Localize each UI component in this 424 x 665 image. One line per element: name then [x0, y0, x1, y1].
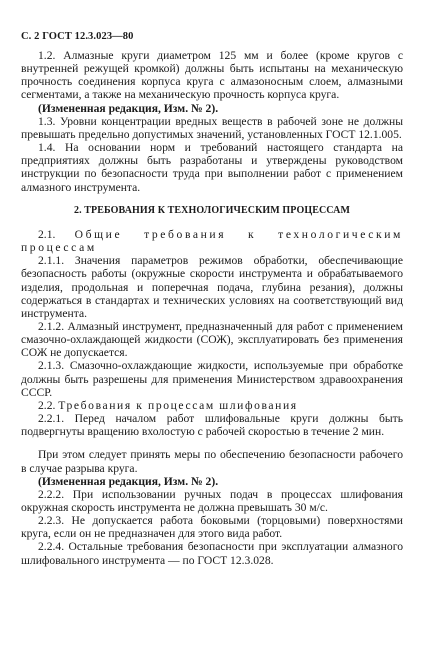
paragraph-2-2-3: 2.2.3. Не допускается работа боковыми (торцовыми) поверхностями круга, если он не предназначен для этого вида работ. [21, 514, 403, 541]
paragraph-1-4: 1.4. На основании норм и требований настоящего стандарта на предприятиях должны быть разработаны и утверждены руководством инструкции по безопасности труда при выполнении работ с применением алмазного инструмента. [21, 141, 403, 194]
paragraph-1-2: 1.2. Алмазные круги диаметром 125 мм и более (кроме кругов с внутренней режущей кромкой) должны быть испытаны на механическую прочность соединения корпуса круга с алмазоносным слоем, алмазными сегментами, а также на механическую прочность корпуса круга. [21, 49, 403, 102]
section-2-title: 2. ТРЕБОВАНИЯ К ТЕХНОЛОГИЧЕСКИМ ПРОЦЕССАМ [73, 204, 350, 216]
document-body [21, 49, 403, 567]
running-head: С. 2 ГОСТ 12.3.023—80 [21, 31, 134, 42]
paragraph-2-2-1-continued: При этом следует принять меры по обеспечению безопасности рабочего в случае разрыва круга. [21, 448, 403, 475]
paragraph-2-1-1: 2.1.1. Значения параметров режимов обработки, обеспечивающие безопасность работы (окружные скорости инструмента и обрабатываемого изделия, продольная и поперечная подача, глубина резания), должны содержаться в стандартах и технических условиях на соответствующий вид инструмента. [21, 254, 403, 320]
paragraph-2-2-title: Требования к процессам шлифования [58, 398, 298, 412]
paragraph-1-3: 1.3. Уровни концентрации вредных веществ в рабочей зоне не должны превышать предельно допустимых значений, установленных ГОСТ 12.1.005. [21, 114, 403, 141]
paragraph-2-1-heading [21, 228, 403, 254]
paragraph-2-1-title: Общие требования к технологическим процессам [21, 227, 403, 255]
paragraph-2-2-heading [21, 399, 403, 412]
paragraph-2-2-1: 2.2.1. Перед началом работ шлифовальные круги должны быть подвергнуты вращению вхолостую с рабочей скоростью в течение 2 мин. [21, 412, 403, 439]
paragraph-2-2-2: 2.2.2. При использовании ручных подач в процессах шлифования окружная скорость инструмента не должна превышать 30 м/с. [21, 487, 403, 514]
amendment-note: (Измененная редакция, Изм. № 2). [38, 101, 219, 115]
paragraph-2-2-number: 2.2. [38, 398, 56, 412]
paragraph-2-1-3: 2.1.3. Смазочно-охлаждающие жидкости, используемые при обработке должны быть разрешены для применения Министерством здравоохранения СССР. [21, 359, 403, 399]
paragraph-2-1-2: 2.1.2. Алмазный инструмент, предназначенный для работ с применением смазочно-охлаждающей жидкости (СОЖ), эксплуатировать без применения СОЖ не допускается. [21, 319, 403, 360]
paragraph-2-2-4: 2.2.4. Остальные требования безопасности при эксплуатации алмазного шлифовального инструмента — по ГОСТ 12.3.028. [21, 540, 403, 567]
paragraph-2-1-number: 2.1. [38, 227, 56, 241]
amendment-note: (Измененная редакция, Изм. № 2). [38, 474, 219, 488]
